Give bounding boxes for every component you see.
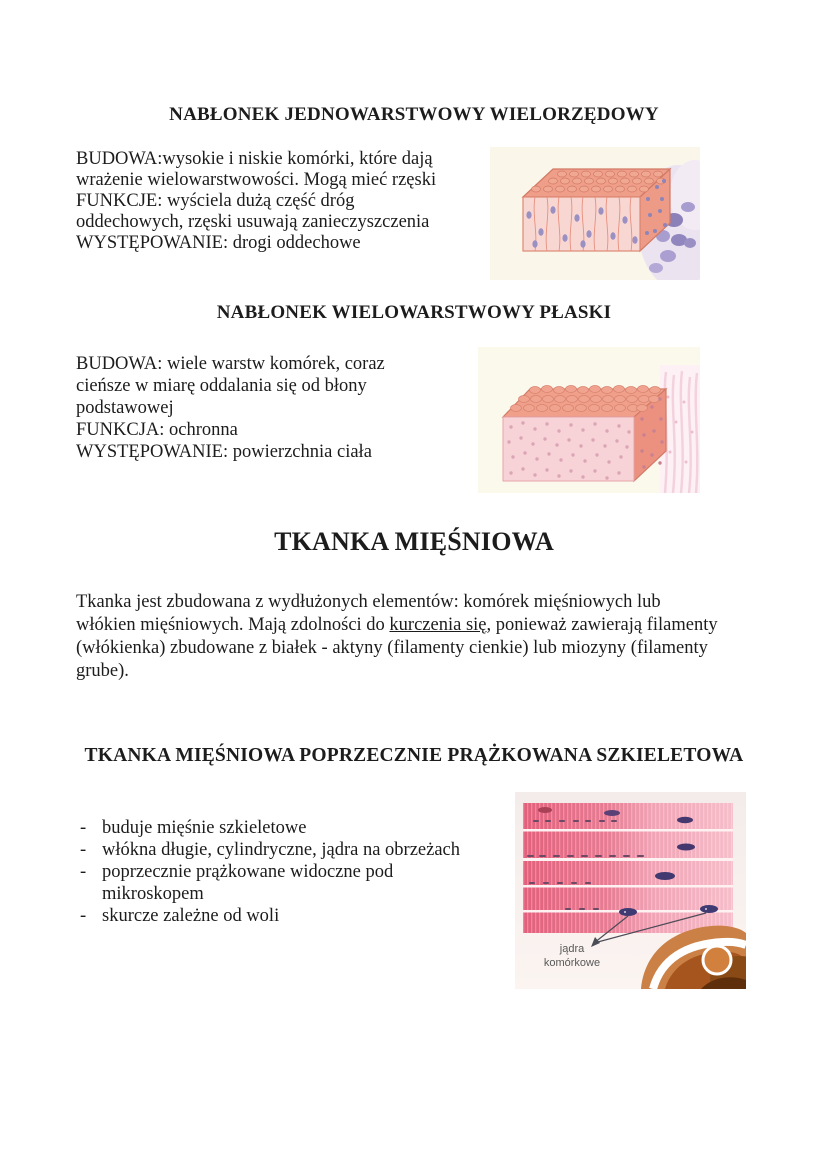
text-line: BUDOWA:wysokie i niskie komórki, które dają: [76, 149, 433, 169]
figure-skeletal-striated-muscle: [515, 792, 746, 994]
list-item: [80, 861, 460, 883]
bullet-dash: -: [80, 906, 87, 926]
text-line: Tkanka jest zbudowana z wydłużonych elementów: komórek mięśniowych lub: [76, 592, 661, 612]
text-line: cieńsze w miarę oddalania się od błony: [76, 376, 367, 396]
text-line: WYSTĘPOWANIE: powierzchnia ciała: [76, 442, 372, 462]
striated-muscle-micrograph: [515, 792, 746, 989]
heading-stratified-squamous-epithelium: NABŁONEK WIELOWARSTWOWY PŁASKI: [216, 302, 612, 323]
text-line: FUNKCJE: wyściela dużą część dróg: [76, 191, 355, 211]
heading-muscle-tissue: TKANKA MIĘŚNIOWA: [274, 527, 554, 556]
magnifier-circle: [703, 946, 731, 974]
text-line: WYSTĘPOWANIE: drogi oddechowe: [76, 233, 361, 253]
text-line: grube).: [76, 661, 129, 681]
list-item-continuation: [80, 883, 460, 905]
bullet-dash: [80, 883, 102, 905]
pseudostratified-epithelium-illustration: [490, 147, 700, 280]
paragraph-pseudostratified-epithelium: [76, 149, 436, 254]
paragraph-muscle-tissue-intro: [76, 591, 718, 683]
heading-pseudostratified-epithelium: NABŁONEK JEDNOWARSTWOWY WIELORZĘDOWY: [169, 104, 659, 125]
bullet-dash: -: [80, 818, 87, 838]
list-item: [80, 905, 460, 927]
text-line: BUDOWA: wiele warstw komórek, coraz: [76, 354, 385, 374]
underlined-phrase: kurczenia się: [389, 615, 487, 635]
bullet-text: skurcze zależne od woli: [102, 906, 280, 926]
stratified-squamous-epithelium-illustration: [478, 347, 700, 493]
epithelium-block: [503, 386, 666, 482]
text-segment: , ponieważ zawierają filamenty: [486, 615, 718, 635]
text-line: FUNKCJA: ochronna: [76, 420, 238, 440]
figure-stratified-squamous-epithelium: [478, 347, 700, 498]
skeletal-muscle-bullet-list: [80, 817, 460, 927]
list-item: [80, 817, 460, 839]
nuclei-label-line2: komórkowe: [543, 957, 601, 969]
bullet-text: poprzecznie prążkowane widoczne pod: [102, 862, 394, 882]
muscle-fiber-micrograph: [523, 803, 733, 933]
bullet-text: mikroskopem: [102, 884, 204, 904]
list-item: [80, 839, 460, 861]
paragraph-stratified-squamous-epithelium: [76, 353, 385, 463]
text-line: wrażenie wielowarstwowości. Mogą mieć rzęski: [76, 170, 437, 190]
text-line: (włókienka) zbudowane z białek - aktyny (filamenty cienkie) lub miozyny (filamenty: [76, 638, 708, 658]
text-line: [76, 614, 718, 637]
text-line: podstawowej: [76, 398, 174, 418]
bullet-dash: -: [80, 840, 87, 860]
bullet-dash: -: [80, 862, 87, 882]
figure-pseudostratified-epithelium: [490, 147, 700, 285]
epithelium-block: [523, 169, 670, 251]
text-segment: włókien mięśniowych. Mają zdolności do: [76, 615, 390, 635]
bullet-text: buduje mięśnie szkieletowe: [102, 818, 307, 838]
heading-skeletal-striated-muscle: TKANKA MIĘŚNIOWA POPRZECZNIE PRĄŻKOWANA SZKIELETOWA: [84, 745, 744, 766]
bullet-text: włókna długie, cylindryczne, jądra na obrzeżach: [102, 840, 461, 860]
text-line: oddechowych, rzęski usuwają zanieczyszczenia: [76, 212, 430, 232]
nuclei-label-line1: jądra: [559, 943, 585, 955]
